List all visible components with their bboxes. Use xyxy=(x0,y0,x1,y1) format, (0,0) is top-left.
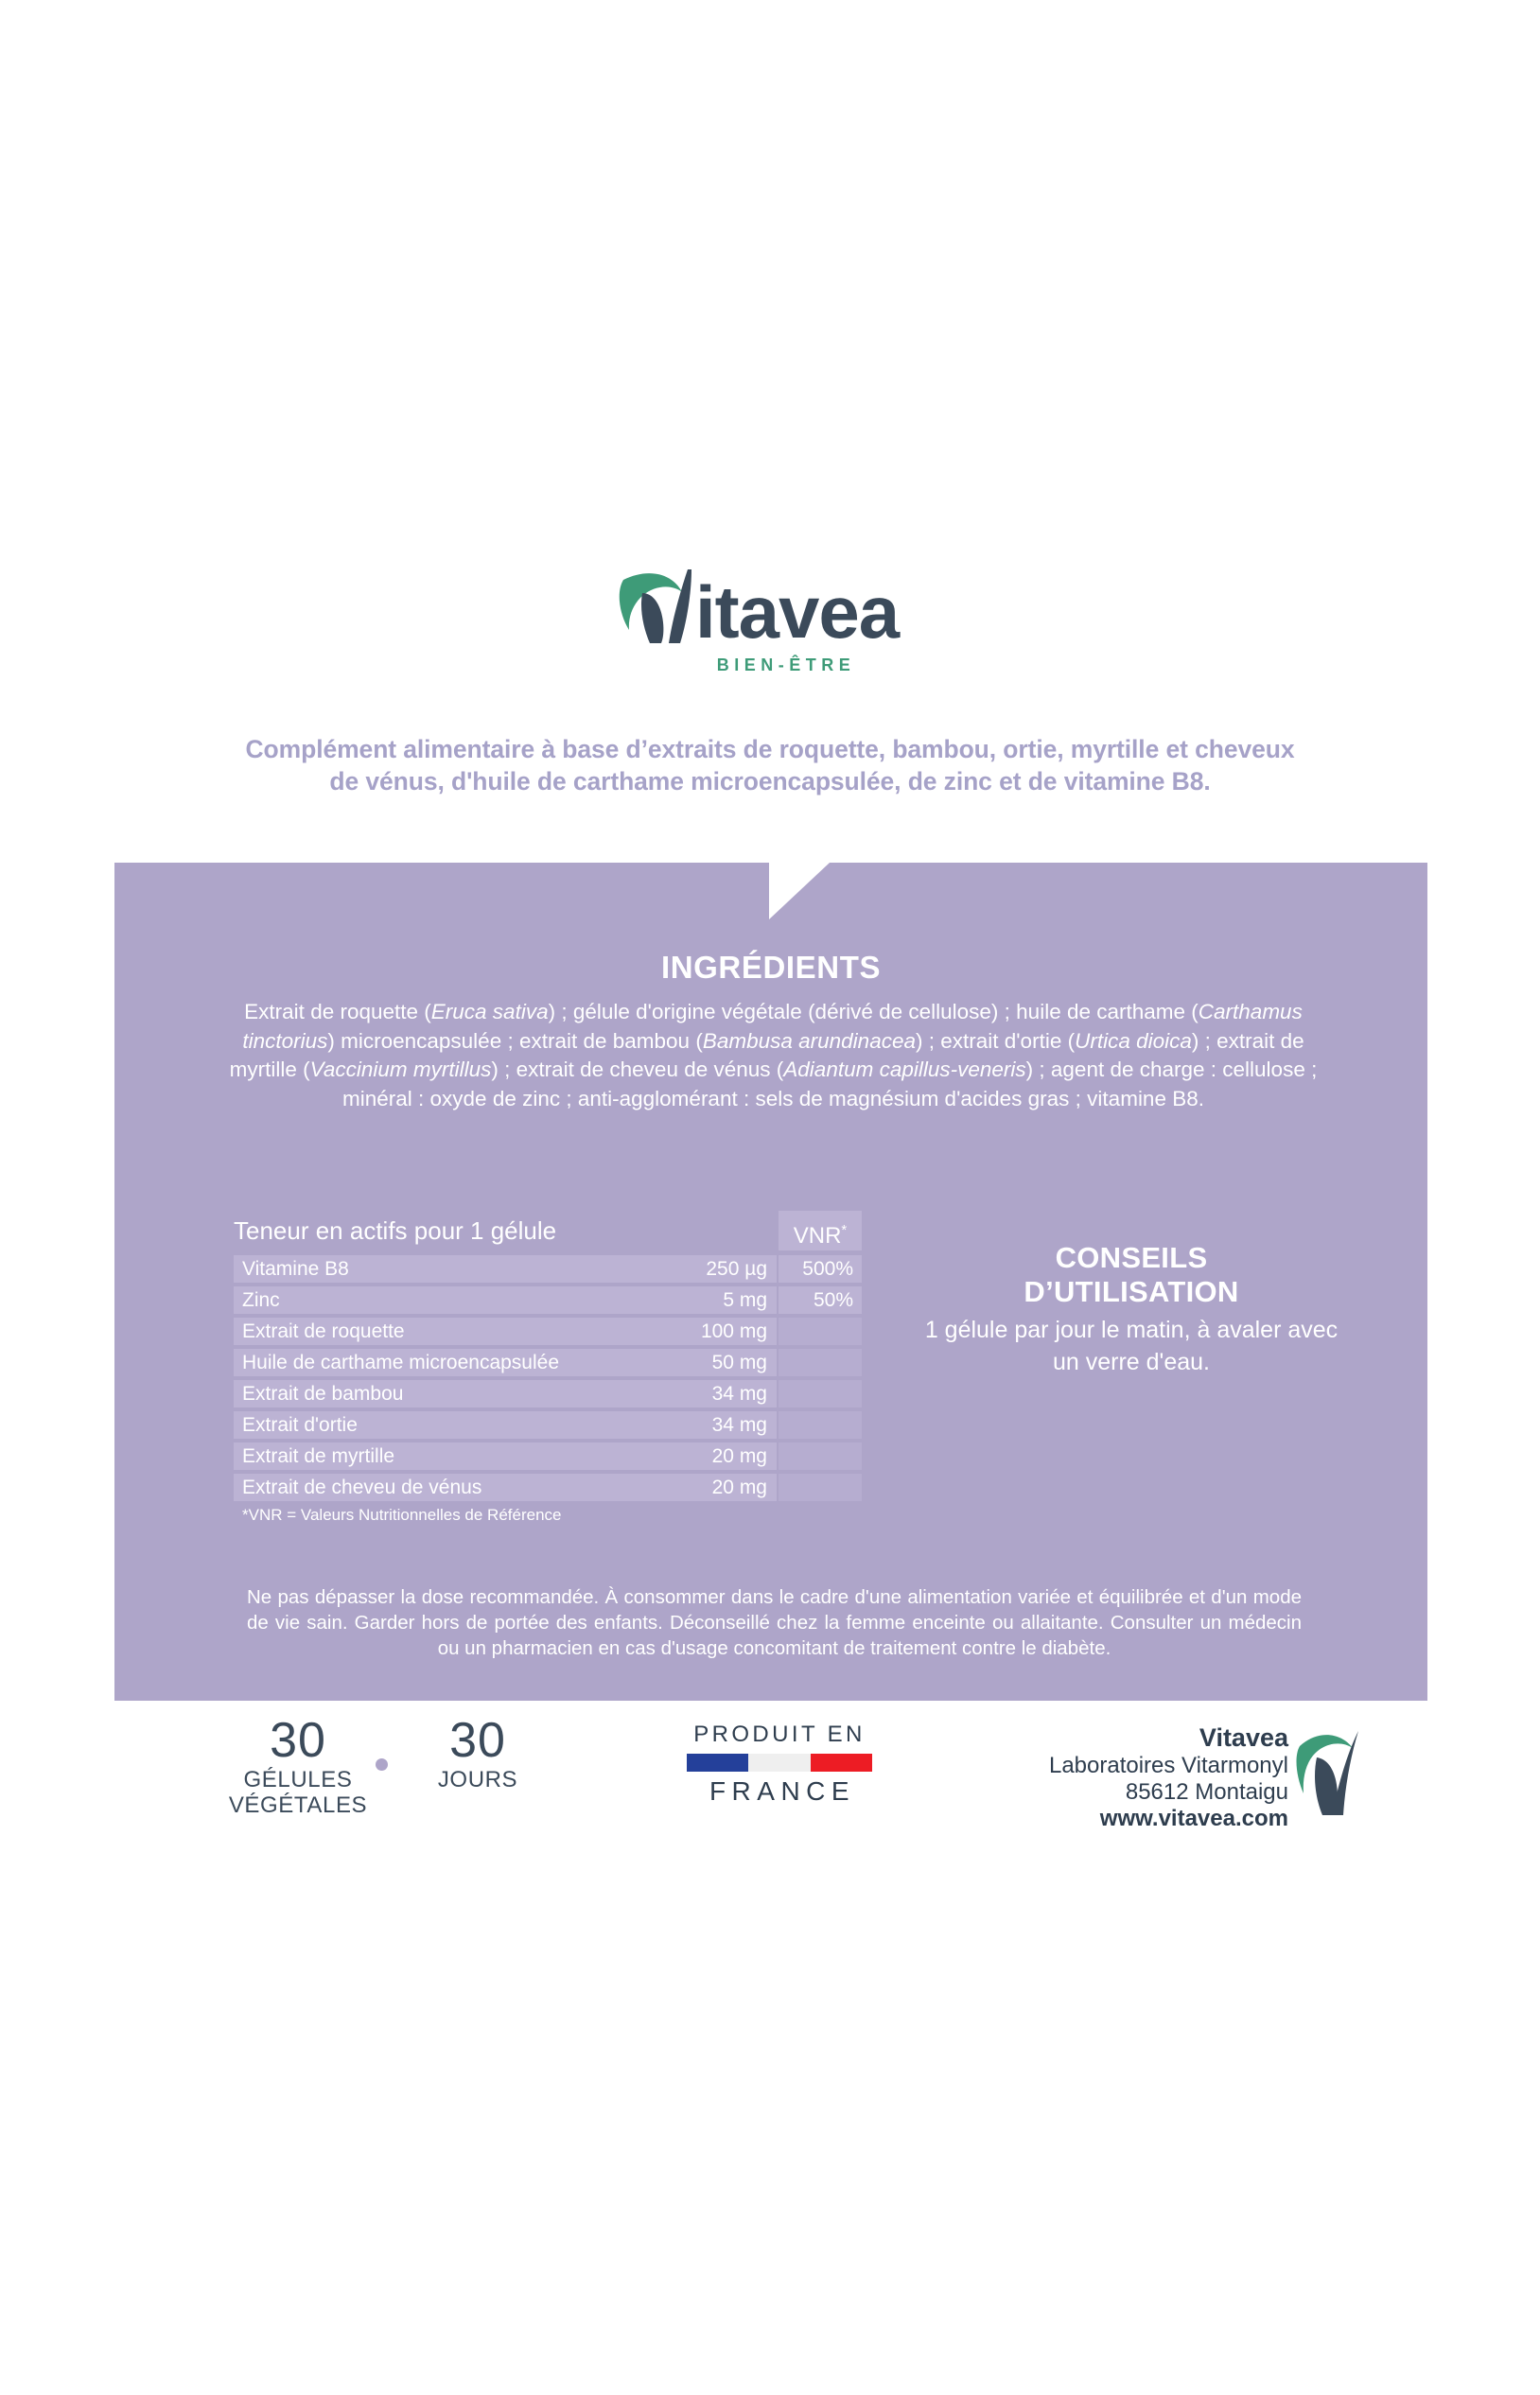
capsule-count-label-2: VÉGÉTALES xyxy=(228,1792,368,1818)
ingredient-latin-name: Bambusa arundinacea xyxy=(702,1028,916,1053)
nutrition-footnote: *VNR = Valeurs Nutritionnelles de Référence xyxy=(242,1506,562,1524)
ingredient-text-fragment: ) ; extrait de cheveu de vénus ( xyxy=(491,1058,784,1081)
nutrition-header-vnr xyxy=(779,1211,862,1250)
usage-advice-block xyxy=(923,1241,1339,1378)
nutrient-name: Extrait de myrtille xyxy=(234,1442,665,1470)
french-flag-icon xyxy=(687,1754,872,1772)
ingredient-latin-name: Eruca sativa xyxy=(430,1000,549,1023)
made-in-france-badge xyxy=(670,1722,889,1807)
ingredient-text-fragment: ) ; extrait d'ortie ( xyxy=(915,1028,1076,1053)
days-label: JOURS xyxy=(437,1767,518,1792)
ingredient-latin-name: Vaccinium myrtillus xyxy=(309,1058,492,1081)
table-row xyxy=(234,1474,862,1501)
table-row xyxy=(234,1411,862,1439)
nutrient-vnr: 500% xyxy=(779,1255,862,1283)
company-website: www.vitavea.com xyxy=(1099,1806,1288,1831)
nutrition-header-title: Teneur en actifs pour 1 gélule xyxy=(234,1216,557,1245)
usage-advice-title-line2: D’UTILISATION xyxy=(1024,1275,1239,1308)
ingredient-text-fragment: ) ; extrait de myrtille ( xyxy=(229,1028,1304,1081)
nutrient-amount: 20 mg xyxy=(665,1442,777,1470)
separator-dot-icon xyxy=(376,1758,388,1771)
made-in-france-line2: FRANCE xyxy=(709,1776,856,1806)
nutrient-vnr xyxy=(779,1474,862,1501)
nutrient-vnr xyxy=(779,1318,862,1345)
nutrient-name: Vitamine B8 xyxy=(234,1255,665,1283)
brand-logo xyxy=(0,564,1540,675)
nutrient-amount: 100 mg xyxy=(665,1318,777,1345)
table-row xyxy=(234,1318,862,1345)
nutrient-vnr xyxy=(779,1380,862,1407)
company-address: 85612 Montaigu xyxy=(1125,1779,1288,1805)
days-badge xyxy=(402,1714,553,1792)
ingredient-latin-name: Urtica dioica xyxy=(1075,1028,1192,1053)
usage-advice-title xyxy=(923,1241,1339,1309)
ingredient-text-fragment: ) ; agent de charge : cellulose ; minéral : oxyde de zinc ; anti-agglomérant : sels de magnésium d'acides gras ; vitamine B8. xyxy=(342,1058,1318,1110)
nutrient-name: Zinc xyxy=(234,1286,665,1314)
nutrient-vnr xyxy=(779,1411,862,1439)
logo-mark-wrap xyxy=(614,564,926,649)
made-in-france-line1: PRODUIT EN xyxy=(693,1722,866,1747)
nutrient-amount: 34 mg xyxy=(665,1411,777,1439)
vitavea-leaf-icon xyxy=(1294,1725,1362,1816)
flag-stripe-red xyxy=(811,1754,872,1772)
warning-text: Ne pas dépasser la dose recommandée. À consommer dans le cadre d'une alimentation variée et équilibrée et d'un mode de vie sain. Garder hors de portée des enfants. Déconseillé chez la femme enceinte ou allaitante. Consulter un médecin ou un pharmacien en cas d'usage concomitant de traitement contre le diabète. xyxy=(247,1586,1302,1659)
ingredient-text-fragment: ) microencapsulée ; extrait de bambou ( xyxy=(327,1028,703,1053)
nutrition-table-header xyxy=(234,1211,862,1250)
nutrient-vnr: 50% xyxy=(779,1286,862,1314)
ingredient-text-fragment: ) ; gélule d'origine végétale (dérivé de cellulose) ; huile de carthame ( xyxy=(548,1000,1199,1023)
speech-bubble-tail xyxy=(769,863,830,919)
nutrition-table xyxy=(234,1211,862,1525)
usage-advice-text: 1 gélule par jour le matin, à avaler avec un verre d'eau. xyxy=(924,1317,1339,1375)
table-row xyxy=(234,1442,862,1470)
ingredient-latin-name: Carthamus tinctorius xyxy=(242,1000,1303,1053)
nutrient-amount: 34 mg xyxy=(665,1380,777,1407)
ingredients-heading: INGRÉDIENTS xyxy=(660,950,882,985)
days-number: 30 xyxy=(449,1713,506,1768)
nutrient-amount: 250 µg xyxy=(665,1255,777,1283)
nutrient-vnr xyxy=(779,1442,862,1470)
ingredient-latin-name: Adiantum capillus-veneris xyxy=(783,1058,1026,1081)
ingredient-text-fragment: Extrait de roquette ( xyxy=(244,1000,431,1023)
nutrient-name: Huile de carthame microencapsulée xyxy=(234,1349,665,1376)
table-row xyxy=(234,1349,862,1376)
nutrient-vnr xyxy=(779,1349,862,1376)
ingredients-text xyxy=(222,998,1324,1113)
capsule-count-badge xyxy=(203,1714,393,1818)
ingredients-panel xyxy=(114,863,1427,1701)
vnr-label: VNR xyxy=(793,1223,842,1249)
nutrient-name: Extrait de roquette xyxy=(234,1318,665,1345)
table-row xyxy=(234,1380,862,1407)
usage-advice-title-line1: CONSEILS xyxy=(1055,1241,1208,1274)
flag-stripe-blue xyxy=(687,1754,748,1772)
capsule-count-label-1: GÉLULES xyxy=(243,1767,353,1792)
capsule-count-number: 30 xyxy=(270,1713,326,1768)
vnr-asterisk: * xyxy=(841,1222,848,1238)
svg-text:itavea: itavea xyxy=(695,570,900,645)
nutrient-name: Extrait de cheveu de vénus xyxy=(234,1474,665,1501)
product-subtitle: Complément alimentaire à base d’extraits de roquette, bambou, ortie, myrtille et cheveux de vénus, d'huile de carthame microencapsulée, de zinc et de vitamine B8. xyxy=(245,735,1295,795)
nutrient-amount: 50 mg xyxy=(665,1349,777,1376)
company-lab: Laboratoires Vitarmonyl xyxy=(1048,1753,1288,1778)
flag-stripe-white xyxy=(748,1754,810,1772)
nutrient-amount: 20 mg xyxy=(665,1474,777,1501)
table-row xyxy=(234,1286,862,1314)
vitavea-logo-icon xyxy=(614,564,926,645)
footer xyxy=(0,1714,1540,1903)
company-info xyxy=(984,1723,1362,1846)
nutrition-rows xyxy=(234,1255,862,1501)
company-text xyxy=(1049,1723,1288,1832)
nutrient-name: Extrait de bambou xyxy=(234,1380,665,1407)
table-row xyxy=(234,1255,862,1283)
nutrient-name: Extrait d'ortie xyxy=(234,1411,665,1439)
nutrient-amount: 5 mg xyxy=(665,1286,777,1314)
company-name: Vitavea xyxy=(1199,1723,1288,1752)
logo-tagline: BIEN-ÊTRE xyxy=(716,656,856,674)
